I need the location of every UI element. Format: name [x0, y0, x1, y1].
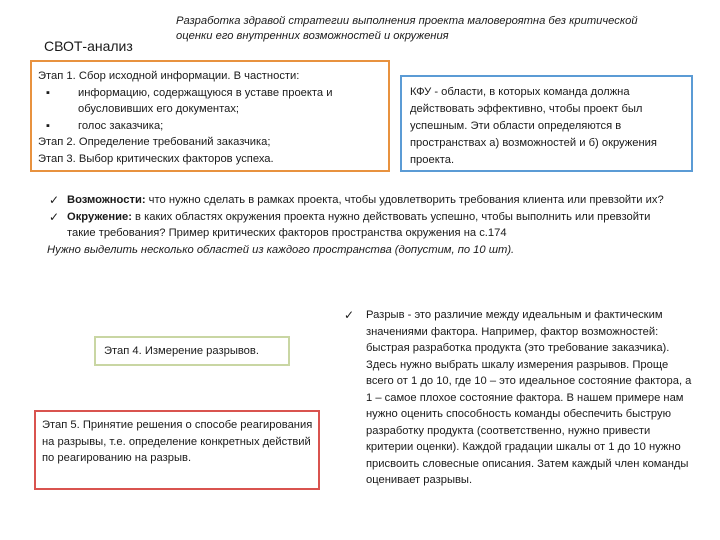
- stage-2-line: Этап 2. Определение требований заказчика;: [38, 136, 271, 148]
- environment-label: Окружение:: [67, 210, 132, 223]
- square-bullet-icon: ▪: [46, 86, 50, 99]
- stage-4-box: Этап 4. Измерение разрывов.: [94, 336, 290, 366]
- checkmark-icon: ✓: [344, 308, 355, 322]
- stages-box: [30, 60, 390, 172]
- gap-description: [344, 307, 694, 489]
- square-bullet-icon: ▪: [46, 119, 50, 132]
- bullet-1-text: информацию, содержащуюся в уставе проекта и обусловивших его документах;: [78, 86, 333, 115]
- areas-note: Нужно выделить несколько областей из каждого пространства (допустим, по 10 шт).: [47, 243, 515, 256]
- environment-item: [49, 209, 669, 242]
- checkmark-icon: ✓: [49, 193, 60, 207]
- stage-5-box: Этап 5. Принятие решения о способе реагирования на разрывы, т.е. определение конкретных действий по реагированию на разрыв.: [34, 410, 320, 490]
- opportunities-text: что нужно сделать в рамках проекта, чтобы удовлетворить требования клиента или превзойти их?: [148, 194, 664, 206]
- checkmark-icon: ✓: [49, 209, 60, 224]
- environment-text: в каких областях окружения проекта нужно действовать успешно, чтобы выполнить или превзойти такие требования? Пример критических факторов пространства окружения на с.174: [67, 210, 651, 239]
- stage-1-bullet-1: [38, 85, 382, 118]
- gap-text: Разрыв - это различие между идеальным и фактическим значениями фактора. Например, фактор возможностей: быстрая разработка продукта (это требование заказчика). Здесь нужно выбрать шкалу измерения разрывов. Проще всего от 1 до 10, где 10 – это идеальное состояние фактора, а 1 – самое плохое состояние фактора. В нашем примере нам нужно оценить способность команды обеспечить быструю разработку продукта (соответственно, нужно привести критерии оценки). Каждой градации шкалы от 1 до 10 нужно присвоить словесные описания. Затем каждый член команды оценивает разрывы.: [366, 309, 692, 486]
- opportunities-label: Возможности:: [67, 194, 146, 206]
- stage-1-line: Этап 1. Сбор исходной информации. В частности:: [38, 70, 300, 82]
- page-title: СВОТ-анализ: [44, 38, 133, 54]
- kfu-box: КФУ - области, в которых команда должна действовать эффективно, чтобы проект был успешным. Эти области определяются в пространствах а) возможностей и б) окружения проекта.: [400, 75, 693, 172]
- stage-1-bullet-2: [38, 118, 382, 135]
- bullet-2-text: голос заказчика;: [78, 119, 164, 132]
- page-subtitle: Разработка здравой стратегии выполнения проекта маловероятна без критической оценки его внутренних возможностей и окружения: [176, 15, 638, 42]
- stage-3-line: Этап 3. Выбор критических факторов успеха.: [38, 152, 274, 165]
- checks-block: [49, 192, 669, 258]
- opportunities-item: [49, 192, 669, 209]
